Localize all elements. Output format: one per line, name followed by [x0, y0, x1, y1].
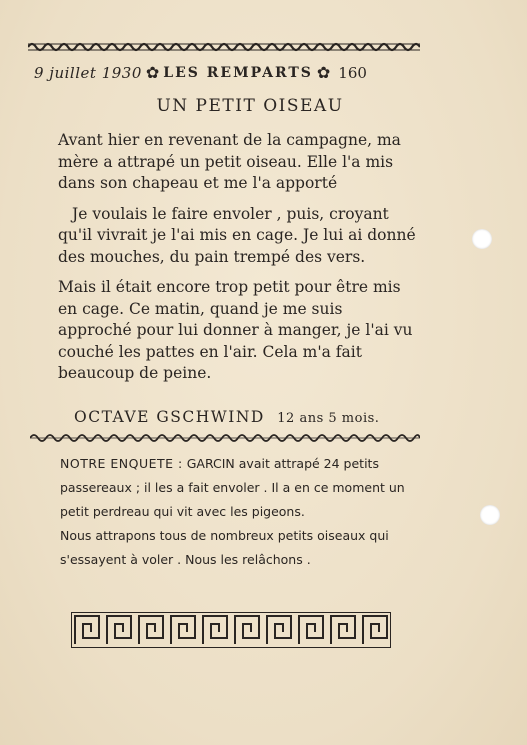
enquete-label: NOTRE ENQUETE :: [60, 456, 183, 471]
article-paragraph: Avant hier en revenant de la campagne, ma mère a attrapé un petit oiseau. Elle l'a mis dans son chapeau et me l'a apporté: [58, 131, 401, 192]
page-header: [34, 63, 418, 82]
publication-name: LES REMPARTS: [163, 64, 313, 81]
author-age: 12 ans 5 mois.: [277, 411, 380, 426]
middle-wavy-rule-icon: [30, 432, 420, 444]
issue-date: 9 juillet 1930: [34, 63, 142, 82]
author-name: OCTAVE GSCHWIND: [74, 408, 265, 426]
punch-hole: [480, 505, 500, 525]
enquete-paragraph: [60, 452, 420, 524]
page-number: 160: [338, 63, 367, 82]
punch-hole: [472, 229, 492, 249]
flower-star-icon: ✿: [145, 63, 160, 82]
top-wavy-rule-icon: [28, 41, 420, 53]
article-title: UN PETIT OISEAU: [156, 96, 344, 116]
enquete-paragraph: Nous attrapons tous de nombreux petits oiseaux qui s'essayent à voler . Nous les relâchons .: [60, 528, 389, 567]
flower-star-icon: ✿: [316, 63, 331, 82]
enquete-section: [60, 452, 420, 572]
article-paragraph: Je voulais le faire envoler , puis, croyant qu'il vivrait je l'ai mis en cage. Je lui ai donné des mouches, du pain trempé des vers.: [58, 204, 416, 266]
greek-key-border-icon: [71, 612, 391, 648]
author-signature: [74, 408, 424, 426]
enquete-text: GARCIN avait attrapé 24 petits passereaux ; il les a fait envoler . Il a en ce moment un petit perdreau qui vit avec les pigeons.: [60, 456, 405, 519]
article-body: [58, 130, 418, 394]
article-paragraph: Mais il était encore trop petit pour être mis en cage. Ce matin, quand je me suis approché pour lui donner à manger, je l'ai vu couché les pattes en l'air. Cela m'a fait beaucoup de peine.: [58, 278, 413, 382]
